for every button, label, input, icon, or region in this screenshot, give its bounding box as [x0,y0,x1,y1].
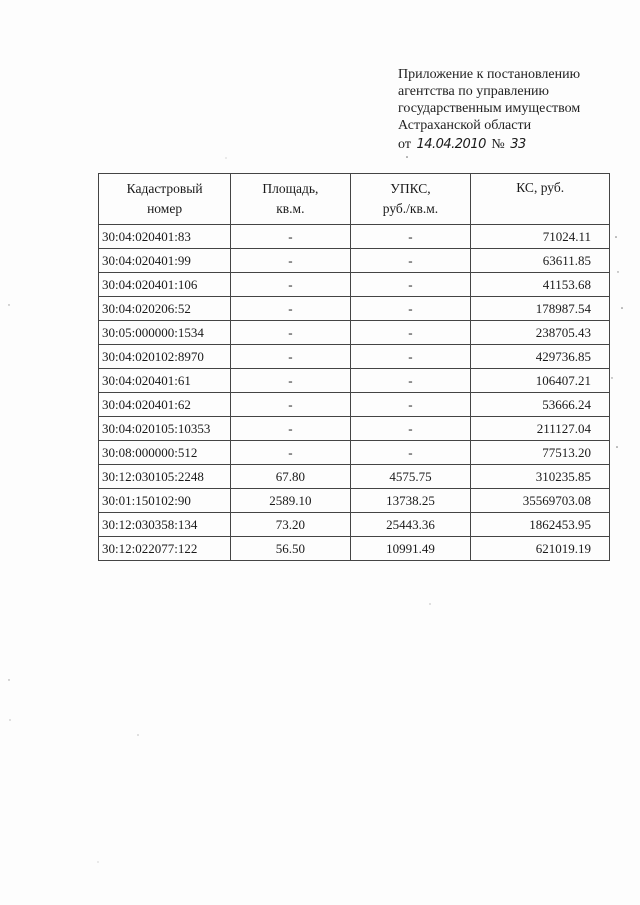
header-line-3: государственным имуществом [398,101,581,116]
table-row [99,393,610,417]
cell-area: - [231,441,350,465]
cell-ks: 211127.04 [471,417,610,441]
cell-upks: - [350,225,471,249]
cell-cadastral-number: 30:04:020401:62 [99,393,231,417]
table-row [99,369,610,393]
cell-cadastral-number: 30:01:150102:90 [99,489,231,513]
header-upks [350,174,471,225]
cell-upks: - [350,273,471,297]
cell-area: - [231,273,350,297]
handwritten-date: 14.04.2010 [416,137,486,152]
cell-area: - [231,321,350,345]
cell-upks: - [350,417,471,441]
cell-cadastral-number: 30:12:022077:122 [99,537,231,561]
cell-area: - [231,393,350,417]
table-row [99,441,610,465]
cell-area: 2589.10 [231,489,350,513]
cell-upks: 10991.49 [350,537,471,561]
cell-upks: - [350,393,471,417]
date-prefix: от [398,137,411,152]
cell-ks: 77513.20 [471,441,610,465]
header-area-line-2: кв.м. [276,201,305,216]
cell-area: - [231,369,350,393]
cell-ks: 41153.68 [471,273,610,297]
cell-upks: 4575.75 [350,465,471,489]
cell-ks: 621019.19 [471,537,610,561]
cell-cadastral-number: 30:04:020105:10353 [99,417,231,441]
table-row [99,513,610,537]
header-ks [471,174,610,225]
cell-area: 73.20 [231,513,350,537]
header-area [231,174,350,225]
table-body [99,225,610,561]
cell-cadastral-number: 30:08:000000:512 [99,441,231,465]
cell-cadastral-number: 30:12:030358:134 [99,513,231,537]
cadastral-value-table [98,173,610,561]
number-label: № [491,137,505,152]
cell-cadastral-number: 30:04:020102:8970 [99,345,231,369]
table-row [99,273,610,297]
cell-cadastral-number: 30:04:020206:52 [99,297,231,321]
cell-upks: - [350,321,471,345]
cell-ks: 35569703.08 [471,489,610,513]
cell-ks: 1862453.95 [471,513,610,537]
table-row [99,537,610,561]
table-row [99,225,610,249]
cell-cadastral-number: 30:04:020401:61 [99,369,231,393]
table-row [99,321,610,345]
cell-cadastral-number: 30:04:020401:83 [99,225,231,249]
header-ks-line-1: КС, руб. [516,180,565,195]
cell-area: - [231,417,350,441]
decree-date-line [398,137,528,153]
cell-ks: 429736.85 [471,345,610,369]
header-cadastral-line-1: Кадастровый [126,181,203,196]
cell-cadastral-number: 30:04:020401:106 [99,273,231,297]
cell-area: - [231,249,350,273]
cell-ks: 53666.24 [471,393,610,417]
cell-area: - [231,225,350,249]
cell-area: 56.50 [231,537,350,561]
header-line-4: Астраханской области [398,118,532,133]
header-line-2: агентства по управлению [398,84,550,99]
header-cadastral-number [99,174,231,225]
table-row [99,345,610,369]
table-header-row [99,174,610,225]
cell-ks: 71024.11 [471,225,610,249]
cell-upks: - [350,369,471,393]
cell-area: - [231,345,350,369]
table-row [99,489,610,513]
table-row [99,465,610,489]
cell-ks: 63611.85 [471,249,610,273]
header-cadastral-line-2: номер [147,201,183,216]
cell-cadastral-number: 30:05:000000:1534 [99,321,231,345]
table-row [99,417,610,441]
cell-ks: 178987.54 [471,297,610,321]
cell-upks: - [350,441,471,465]
cell-upks: 13738.25 [350,489,471,513]
cell-upks: 25443.36 [350,513,471,537]
cell-cadastral-number: 30:12:030105:2248 [99,465,231,489]
cell-cadastral-number: 30:04:020401:99 [99,249,231,273]
cell-area: 67.80 [231,465,350,489]
cell-upks: - [350,345,471,369]
cell-ks: 238705.43 [471,321,610,345]
cell-ks: 310235.85 [471,465,610,489]
header-area-line-1: Площадь, [262,181,319,196]
cell-upks: - [350,297,471,321]
table-row [99,297,610,321]
header-upks-line-2: руб./кв.м. [382,201,439,216]
cell-area: - [231,297,350,321]
table-row [99,249,610,273]
handwritten-number: 33 [510,137,526,152]
cell-ks: 106407.21 [471,369,610,393]
cell-upks: - [350,249,471,273]
header-upks-line-1: УПКС, [390,181,431,196]
appendix-header [398,66,630,134]
header-line-1: Приложение к постановлению [398,67,581,82]
